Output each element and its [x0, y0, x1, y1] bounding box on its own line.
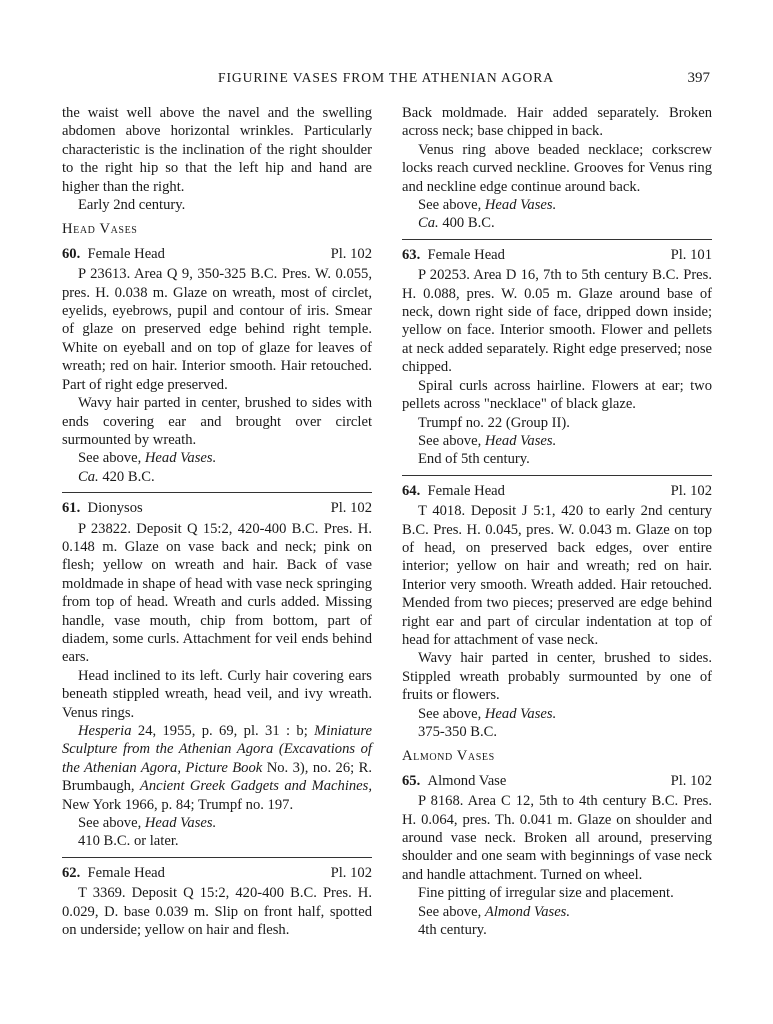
entry-61-date: 410 B.C. or later. — [78, 833, 179, 850]
entry-65-plate: Pl. 102 — [670, 772, 712, 789]
section-heading-head-vases: Head Vases — [62, 221, 138, 238]
entry-60-style: Wavy hair parted in center, brushed to sides with ends covering ear and brought over circlet surmounted by wreath. — [62, 395, 372, 448]
page-number: 397 — [687, 70, 710, 86]
section-heading-almond-vases: Almond Vases — [402, 748, 495, 765]
entry-60-description: P 23613. Area Q 9, 350-325 B.C. Pres. W. 0.055, pres. H. 0.038 m. Glaze on wreath, most of circlet, eyelids, eyebrows, pupil and contour of iris. Smear of glaze on preserved edge behind right temple. White on eyeball and on top of glaze for leaves of wreath; red on hair. Interior smooth. Hair retouched. Part of right edge preserved. — [62, 266, 372, 393]
entry-65-see-ref: Almond Vases. — [484, 903, 570, 920]
entry-62-description: T 3369. Deposit Q 15:2, 420-400 B.C. Pres. H. 0.029, D. base 0.039 m. Slip on front half, spotted on underside; yellow on hair and flesh. — [62, 885, 372, 939]
entry-62-heading — [62, 864, 372, 882]
entry-divider — [402, 475, 712, 476]
entry-61-bibliography: Hesperia 24, 1955, p. 69, pl. 31 : b; Miniature Sculpture from the Athenian Agora (Excavations of the Athenian Agora, Picture Book No. 3), no. 26; R. Brumbaugh, Ancient Greek Gadgets and Machines, New York 1966, p. 84; Trumpf no. 197. — [62, 723, 372, 813]
entry-60-number: 60. — [62, 245, 81, 262]
running-title: FIGURINE VASES FROM THE ATHENIAN AGORA — [218, 70, 554, 85]
entry-63-style: Spiral curls across hairline. Flowers at ear; two pellets across "necklace" of black glaze. — [402, 377, 712, 413]
entry-63-plate: Pl. 101 — [670, 246, 712, 263]
entry-64-date: 375-350 B.C. — [418, 724, 498, 740]
entry-62-number: 62. — [62, 864, 81, 881]
intro-date: Early 2nd century. — [78, 197, 186, 214]
entry-divider — [62, 492, 372, 493]
entry-61-plate: Pl. 102 — [330, 500, 372, 517]
entry-65-number: 65. — [402, 772, 421, 789]
entry-61-see-ref: Head Vases. — [144, 815, 217, 832]
entry-64-title: Female Head — [427, 482, 505, 499]
entry-63-see-above: See above, Head Vases. — [418, 432, 557, 449]
entry-63-number: 63. — [402, 246, 421, 263]
entry-60-plate: Pl. 102 — [330, 245, 372, 262]
entry-61-description: P 23822. Deposit Q 15:2, 420-400 B.C. Pres. H. 0.148 m. Glaze on vase back and neck; pink on flesh; yellow on wreath and hair. Back of vase moldmade in shape of head with vase neck springing from top of head. Wreath and curls added. Missing handle, vase mouth, chip from bottom, part of diadem, some curls. Attachment for veil ends behind ears. — [62, 520, 372, 666]
intro-paragraph: the waist well above the navel and the swelling abdomen above horizontal wrinkles. Particularly characteristic is the inclination of the right shoulder to the right hip so that the left hip and hand are higher than the right. — [62, 105, 372, 195]
entry-63-description: P 20253. Area D 16, 7th to 5th century B.C. Pres. H. 0.088, pres. W. 0.05 m. Glaze around base of neck, down right side of face, dripped down inside; yellow on face. Interior smooth. Flower and pellets at neck added separately. Right edge preserved; nose chipped. — [402, 267, 712, 376]
entry-60-date: Ca. 420 B.C. — [78, 468, 155, 485]
right-column — [402, 104, 712, 939]
entry-63-date: End of 5th century. — [418, 451, 530, 468]
entry-64-style: Wavy hair parted in center, brushed to sides. Stippled wreath probably surmounted by one of fruits or flowers. — [402, 650, 712, 704]
entry-63-trumpf: Trumpf no. 22 (Group II). — [418, 414, 570, 431]
entry-65-description: P 8168. Area C 12, 5th to 4th century B.C. Pres. H. 0.064, pres. Th. 0.041 m. Glaze on shoulder and around vase neck. Broken all around, preserving shoulder and one seam with beginnings of vase neck and handle attachment. Turned on wheel. — [402, 793, 712, 883]
entry-62-continuation: Back moldmade. Hair added separately. Broken across neck; base chipped in back. — [402, 105, 712, 140]
entry-61-number: 61. — [62, 500, 81, 517]
entry-60-heading — [62, 245, 372, 263]
left-column — [62, 104, 372, 939]
entry-64-heading — [402, 482, 712, 500]
entry-60-see-ref: Head Vases. — [144, 450, 217, 467]
entry-64-see-ref: Head Vases. — [484, 705, 557, 722]
entry-62-style: Venus ring above beaded necklace; corkscrew locks reach curved neckline. Grooves for Venus ring and neckline edge continue around back. — [402, 141, 712, 195]
entry-64-plate: Pl. 102 — [670, 482, 712, 499]
entry-63-heading — [402, 246, 712, 264]
entry-61-heading — [62, 499, 372, 517]
entry-63-title: Female Head — [427, 246, 505, 263]
entry-65-date: 4th century. — [418, 922, 487, 939]
entry-62-see-ref: Head Vases. — [484, 197, 557, 214]
entry-65-style: Fine pitting of irregular size and placement. — [418, 885, 674, 902]
entry-60-title: Female Head — [87, 245, 165, 262]
entry-60-see-above: See above, Head Vases. — [78, 450, 217, 467]
entry-61-style: Head inclined to its left. Curly hair covering ears beneath stippled wreath, head veil, and ivy wreath. Venus rings. — [62, 667, 372, 721]
entry-61-title: Dionysos — [87, 500, 143, 517]
entry-62-see-above: See above, Head Vases. — [418, 197, 557, 214]
entry-63-see-ref: Head Vases. — [484, 432, 557, 449]
entry-divider — [62, 857, 372, 858]
entry-65-title: Almond Vase — [427, 772, 507, 789]
entry-61-see-above: See above, Head Vases. — [78, 815, 217, 832]
entry-64-number: 64. — [402, 482, 421, 499]
entry-65-heading — [402, 772, 712, 790]
entry-64-see-above: See above, Head Vases. — [418, 705, 557, 722]
running-head — [62, 70, 710, 90]
entry-62-title: Female Head — [87, 864, 165, 881]
entry-64-description: T 4018. Deposit J 5:1, 420 to early 2nd century B.C. Pres. H. 0.045, pres. W. 0.043 m. Glaze on top of head, on preserved back edges, over entire interior; yellow on hair and wreath; red on hair. Interior very smooth. Wreath added. Hair retouched. Mended from two pieces; preserved are edge behind right ear and part of circular indentation at top of head for attachment of vase neck. — [402, 503, 712, 648]
entry-65-see-above: See above, Almond Vases. — [418, 903, 570, 920]
entry-62-plate: Pl. 102 — [330, 864, 372, 881]
entry-62-date: Ca. 400 B.C. — [418, 215, 495, 232]
entry-divider — [402, 239, 712, 240]
